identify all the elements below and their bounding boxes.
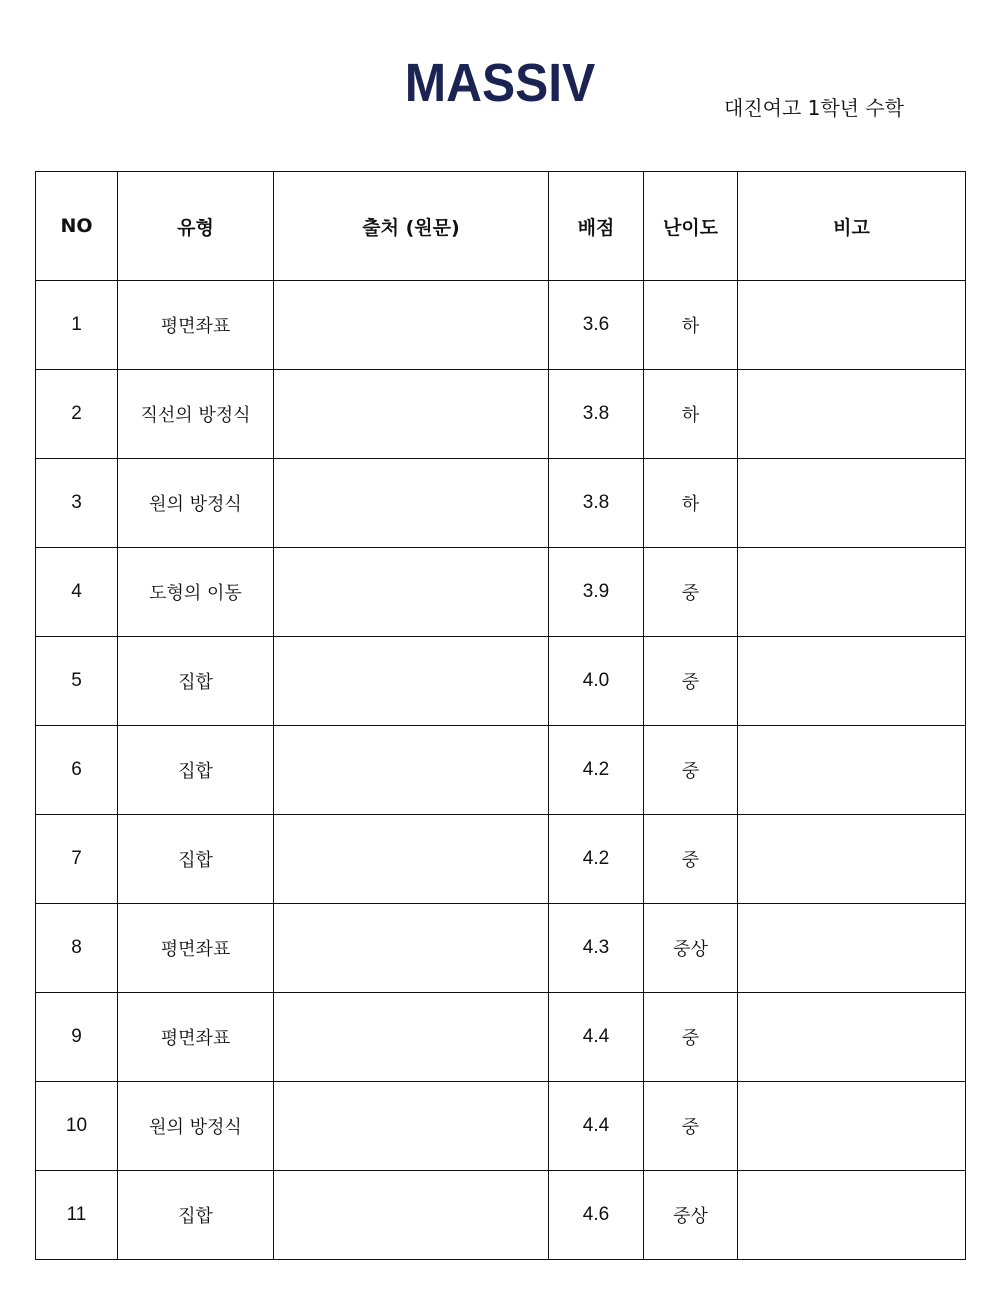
cell-source [274,370,549,459]
cell-difficulty: 중 [644,726,738,815]
cell-source [274,281,549,370]
header-source: 출처 (원문) [274,172,549,281]
cell-difficulty: 중 [644,993,738,1082]
cell-difficulty: 하 [644,459,738,548]
exam-analysis-table [35,171,966,1260]
cell-type: 평면좌표 [118,281,274,370]
header-type: 유형 [118,172,274,281]
cell-type: 집합 [118,726,274,815]
cell-source [274,1171,549,1260]
cell-difficulty: 중상 [644,904,738,993]
cell-score: 4.2 [549,815,644,904]
cell-difficulty: 하 [644,281,738,370]
cell-difficulty: 중 [644,815,738,904]
cell-no: 10 [36,1082,118,1171]
header-difficulty: 난이도 [644,172,738,281]
cell-no: 11 [36,1171,118,1260]
cell-source [274,1082,549,1171]
cell-score: 4.4 [549,993,644,1082]
cell-type: 평면좌표 [118,904,274,993]
cell-no: 2 [36,370,118,459]
header-score: 배점 [549,172,644,281]
table-row [36,370,966,459]
cell-type: 집합 [118,815,274,904]
cell-no: 3 [36,459,118,548]
cell-note [738,904,966,993]
table-row [36,993,966,1082]
cell-source [274,548,549,637]
cell-difficulty: 중 [644,1082,738,1171]
cell-note [738,637,966,726]
cell-note [738,281,966,370]
cell-score: 3.8 [549,459,644,548]
cell-source [274,637,549,726]
cell-no: 1 [36,281,118,370]
cell-difficulty: 중 [644,548,738,637]
cell-score: 3.6 [549,281,644,370]
cell-type: 평면좌표 [118,993,274,1082]
cell-no: 7 [36,815,118,904]
cell-type: 도형의 이동 [118,548,274,637]
cell-source [274,815,549,904]
table-row [36,281,966,370]
cell-score: 4.3 [549,904,644,993]
table-row [36,726,966,815]
cell-no: 5 [36,637,118,726]
cell-type: 직선의 방정식 [118,370,274,459]
cell-type: 집합 [118,1171,274,1260]
cell-note [738,726,966,815]
cell-note [738,548,966,637]
cell-source [274,993,549,1082]
table-row [36,815,966,904]
massiv-logo: MASSIV [404,53,596,113]
cell-note [738,370,966,459]
cell-type: 원의 방정식 [118,1082,274,1171]
cell-score: 4.0 [549,637,644,726]
document-subtitle: 대진여고 1학년 수학 [724,96,904,120]
cell-score: 4.2 [549,726,644,815]
cell-type: 집합 [118,637,274,726]
cell-no: 8 [36,904,118,993]
header-note: 비고 [738,172,966,281]
table-header-row [36,172,966,281]
cell-no: 9 [36,993,118,1082]
cell-score: 3.8 [549,370,644,459]
cell-note [738,1082,966,1171]
table-row [36,637,966,726]
cell-score: 4.6 [549,1171,644,1260]
cell-difficulty: 중 [644,637,738,726]
cell-no: 4 [36,548,118,637]
cell-note [738,1171,966,1260]
cell-note [738,993,966,1082]
table-row [36,1171,966,1260]
cell-source [274,726,549,815]
cell-score: 3.9 [549,548,644,637]
cell-source [274,904,549,993]
cell-no: 6 [36,726,118,815]
cell-difficulty: 하 [644,370,738,459]
cell-note [738,459,966,548]
table-row [36,1082,966,1171]
table-row [36,548,966,637]
cell-score: 4.4 [549,1082,644,1171]
cell-source [274,459,549,548]
cell-note [738,815,966,904]
table-row [36,904,966,993]
cell-type: 원의 방정식 [118,459,274,548]
cell-difficulty: 중상 [644,1171,738,1260]
table-row [36,459,966,548]
header-no: NO [36,172,118,281]
